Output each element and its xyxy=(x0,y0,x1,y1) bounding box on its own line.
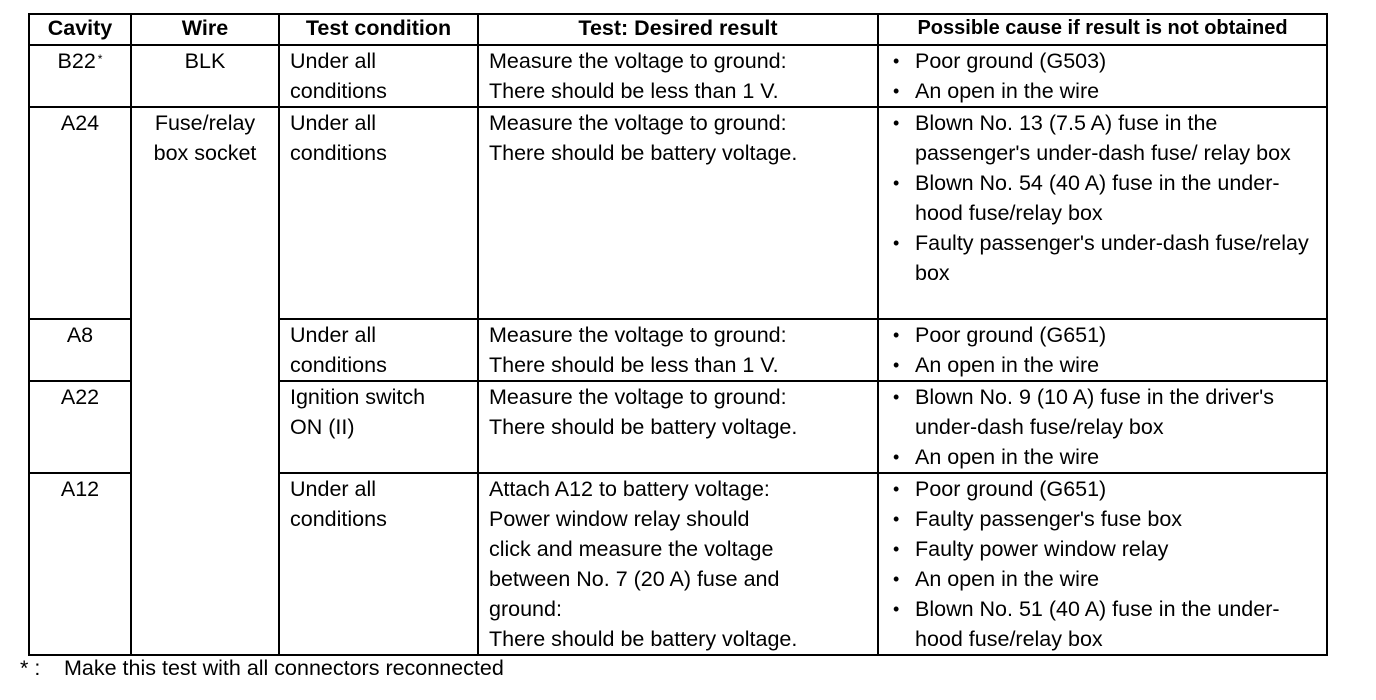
cause-item: • Blown No. 51 (40 A) fuse in the under-hood fuse/relay box xyxy=(889,594,1316,654)
footnote-text: Make this test with all connectors reconnected xyxy=(64,656,504,680)
test-line: click and measure the voltage xyxy=(489,537,774,561)
condition-cell xyxy=(279,319,478,381)
cause-list xyxy=(889,46,1316,106)
test-line: There should be battery voltage. xyxy=(489,415,798,439)
condition-line: conditions xyxy=(290,507,387,531)
footnote xyxy=(20,653,504,683)
cause-item: • An open in the wire xyxy=(889,350,1316,380)
test-line: There should be battery voltage. xyxy=(489,627,798,651)
cause-item: • Poor ground (G651) xyxy=(889,474,1316,504)
cause-list xyxy=(889,382,1316,472)
cause-item: • Faulty passenger's under-dash fuse/relay box xyxy=(889,228,1316,288)
test-line: Measure the voltage to ground: xyxy=(489,111,787,135)
test-line: between No. 7 (20 A) fuse and xyxy=(489,567,780,591)
table-row xyxy=(29,45,1327,107)
header-possible-cause: Possible cause if result is not obtained xyxy=(878,14,1327,45)
cavity-cell xyxy=(29,45,131,107)
connector-test-table xyxy=(28,13,1328,656)
footnote-marker: * xyxy=(97,52,103,66)
header-test-desired-result: Test: Desired result xyxy=(478,14,878,45)
test-line: Power window relay should xyxy=(489,507,750,531)
test-cell xyxy=(478,473,878,655)
cause-cell xyxy=(878,45,1327,107)
condition-cell xyxy=(279,381,478,473)
condition-cell xyxy=(279,45,478,107)
cause-item: • An open in the wire xyxy=(889,564,1316,594)
test-line: Measure the voltage to ground: xyxy=(489,49,787,73)
test-line: Attach A12 to battery voltage: xyxy=(489,477,770,501)
wire-cell xyxy=(131,107,279,655)
header-test-condition: Test condition xyxy=(279,14,478,45)
condition-line: Under all xyxy=(290,49,377,73)
condition-line: conditions xyxy=(290,141,387,165)
test-line: There should be battery voltage. xyxy=(489,141,798,165)
test-line: There should be less than 1 V. xyxy=(489,79,779,103)
cause-item: • Faulty power window relay xyxy=(889,534,1316,564)
cause-cell xyxy=(878,319,1327,381)
cavity-cell xyxy=(29,107,131,319)
cavity-cell xyxy=(29,319,131,381)
condition-line: Under all xyxy=(290,323,377,347)
test-line: Measure the voltage to ground: xyxy=(489,323,787,347)
cause-cell xyxy=(878,473,1327,655)
cause-list xyxy=(889,474,1316,654)
cause-list xyxy=(889,320,1316,380)
cause-cell xyxy=(878,381,1327,473)
cavity-cell xyxy=(29,381,131,473)
header-cavity: Cavity xyxy=(29,14,131,45)
cause-item: • Poor ground (G503) xyxy=(889,46,1316,76)
test-line: There should be less than 1 V. xyxy=(489,353,779,377)
cause-item: • Blown No. 13 (7.5 A) fuse in the passenger's under-dash fuse/ relay box xyxy=(889,108,1316,168)
cavity-label: A8 xyxy=(66,323,94,347)
condition-cell xyxy=(279,107,478,319)
cause-item: • Blown No. 54 (40 A) fuse in the under-hood fuse/relay box xyxy=(889,168,1316,228)
condition-line: Ignition switch xyxy=(290,385,426,409)
test-cell xyxy=(478,107,878,319)
cavity-label: A22 xyxy=(60,385,100,409)
condition-line: Under all xyxy=(290,111,377,135)
cause-cell xyxy=(878,107,1327,319)
wire-cell xyxy=(131,45,279,107)
table-row xyxy=(29,107,1327,319)
cavity-label: B22 xyxy=(57,49,96,73)
wire-label: box socket xyxy=(153,141,257,165)
condition-line: Under all xyxy=(290,477,377,501)
cause-item: • An open in the wire xyxy=(889,442,1316,472)
cavity-cell xyxy=(29,473,131,655)
cavity-label: A12 xyxy=(60,477,100,501)
test-cell xyxy=(478,45,878,107)
wire-label: Fuse/relay xyxy=(154,111,256,135)
condition-line: conditions xyxy=(290,79,387,103)
test-cell xyxy=(478,319,878,381)
cause-item: • Faulty passenger's fuse box xyxy=(889,504,1316,534)
condition-line: ON (II) xyxy=(290,415,355,439)
footnote-marker: * : xyxy=(20,656,41,680)
cause-item: • Poor ground (G651) xyxy=(889,320,1316,350)
condition-line: conditions xyxy=(290,353,387,377)
test-cell xyxy=(478,381,878,473)
header-wire: Wire xyxy=(131,14,279,45)
wire-label: BLK xyxy=(184,49,226,73)
cause-item: • Blown No. 9 (10 A) fuse in the driver's under-dash fuse/relay box xyxy=(889,382,1316,442)
cause-list xyxy=(889,108,1316,288)
test-line: Measure the voltage to ground: xyxy=(489,385,787,409)
cause-item: • An open in the wire xyxy=(889,76,1316,106)
cavity-label: A24 xyxy=(60,111,100,135)
test-line: ground: xyxy=(489,597,562,621)
condition-cell xyxy=(279,473,478,655)
table-header-row xyxy=(29,14,1327,45)
